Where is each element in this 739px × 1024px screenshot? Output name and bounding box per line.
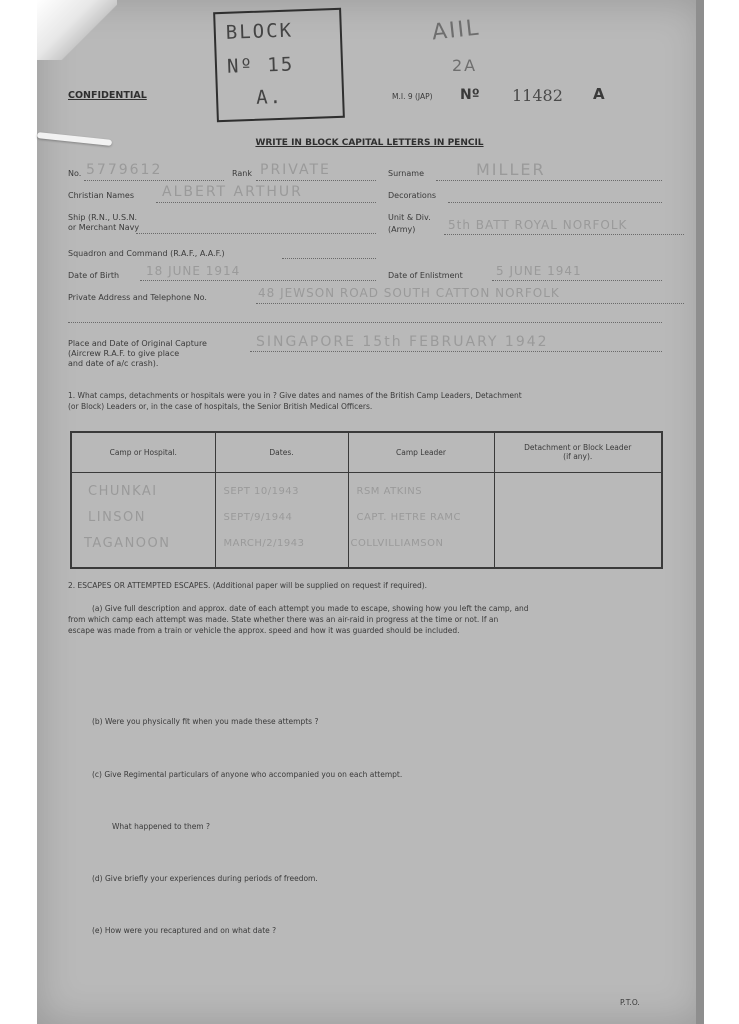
q1-text-1: 1. What camps, detachments or hospitals were you in ? Give dates and names of the British Camp Leaders, Detachment (68, 391, 522, 400)
date-cells (215, 472, 348, 568)
camps-table-header (71, 432, 662, 472)
detachment-cells (494, 472, 662, 568)
unit-label-1: Unit & Div. (388, 213, 431, 222)
enlist-label: Date of Enlistment (388, 271, 463, 280)
instruction-heading: WRITE IN BLOCK CAPITAL LETTERS IN PENCIL (255, 138, 484, 148)
q2-title: 2. ESCAPES OR ATTEMPTED ESCAPES. (Additional paper will be supplied on request if required). (68, 581, 428, 590)
decorations-label: Decorations (388, 191, 437, 200)
q2-a-line-2: from which camp each attempt was made. State whether there was an air-raid in progress at the time or not. If an (68, 615, 499, 624)
q2-c: (c) Give Regimental particulars of anyone who accompanied you on each attempt. (92, 770, 403, 779)
q2-c-sub: What happened to them ? (112, 822, 210, 831)
ship-label-2: or Merchant Navy (68, 223, 140, 232)
capture-label-1: Place and Date of Original Capture (68, 339, 207, 348)
christian-label: Christian Names (68, 191, 134, 200)
stamp-line-1: BLOCK (225, 19, 294, 44)
ship-label-1: Ship (R.N., U.S.N. (68, 213, 138, 222)
unit-value: 5th BATT ROYAL NORFOLK (448, 218, 628, 232)
decorations-rule (448, 202, 662, 203)
capture-label-2: (Aircrew R.A.F. to give place (68, 349, 180, 358)
form-suffix: A (593, 85, 605, 103)
squadron-rule (282, 258, 376, 259)
col-camp-leader: Camp Leader (348, 432, 494, 472)
annotation-sub: 2A (452, 56, 478, 75)
enlist-rule (492, 280, 662, 281)
squadron-label: Squadron and Command (R.A.F., A.A.F.) (68, 249, 225, 258)
address-label: Private Address and Telephone No. (68, 293, 207, 302)
stamp-line-3: A. (255, 85, 284, 109)
capture-label-3: and date of a/c crash). (68, 359, 159, 368)
rank-value: PRIVATE (260, 162, 331, 178)
christian-rule (156, 202, 376, 203)
address-rule (256, 303, 684, 304)
pto-label: P.T.O. (620, 998, 640, 1007)
col-camp: Camp or Hospital. (71, 432, 215, 472)
surname-rule (436, 180, 662, 181)
christian-value: ALBERT ARTHUR (162, 184, 303, 200)
camp-leader: COLLVILLIAMSON (350, 537, 444, 549)
q2-e: (e) How were you recaptured and on what date ? (92, 926, 277, 935)
confidential-label: CONFIDENTIAL (68, 90, 147, 101)
rank-label: Rank (232, 169, 252, 178)
q1-text-2: (or Block) Leaders or, in the case of hospitals, the Senior British Medical Officers. (68, 402, 373, 411)
camp-leader: RSM ATKINS (356, 485, 423, 497)
camp-date: SEPT/9/1944 (223, 511, 293, 523)
annotation-initials: AIIL (430, 15, 482, 46)
camp-date: SEPT 10/1943 (223, 485, 300, 497)
camp-name: LINSON (88, 509, 147, 525)
col-dates: Dates. (215, 432, 348, 472)
enlist-value: 5 JUNE 1941 (496, 264, 582, 278)
col-detachment-leader: Detachment or Block Leader (if any). (494, 432, 662, 472)
leader-cells (348, 472, 494, 568)
camps-table-body (71, 472, 662, 568)
rank-rule (256, 180, 376, 181)
address-rule-2 (68, 322, 662, 323)
no-rule (84, 180, 224, 181)
camps-table (70, 431, 663, 569)
ship-rule (136, 233, 376, 234)
unit-label-2: (Army) (388, 225, 416, 234)
ref-code: M.I. 9 (JAP) (392, 92, 433, 101)
camp-leader: CAPT. HETRE RAMC (356, 511, 462, 523)
camp-name: CHUNKAI (88, 483, 158, 499)
block-stamp (213, 8, 345, 122)
camp-cells (71, 472, 215, 568)
q2-b: (b) Were you physically fit when you made these attempts ? (92, 717, 319, 726)
q2-d: (d) Give briefly your experiences during periods of freedom. (92, 874, 318, 883)
capture-rule (250, 351, 662, 352)
capture-value: SINGAPORE 15th FEBRUARY 1942 (256, 334, 549, 350)
surname-label: Surname (388, 169, 424, 178)
dob-label: Date of Birth (68, 271, 120, 280)
dob-value: 18 JUNE 1914 (146, 264, 241, 278)
no-value: 5779612 (86, 162, 163, 178)
number-label: Nº (460, 87, 480, 103)
unit-rule (444, 234, 684, 235)
address-value: 48 JEWSON ROAD SOUTH CATTON NORFOLK (258, 286, 560, 300)
page-edge (696, 0, 704, 1024)
camp-date: MARCH/2/1943 (223, 537, 305, 549)
q2-a-line-1: (a) Give full description and approx. date of each attempt you made to escape, showing how you left the camp, and (92, 604, 529, 613)
q2-a-line-3: escape was made from a train or vehicle the approx. speed and how it was guarded should be included. (68, 626, 460, 635)
form-number: 11482 (512, 86, 563, 105)
no-label: No. (68, 169, 82, 178)
torn-corner (37, 0, 117, 60)
dob-rule (140, 280, 376, 281)
stamp-line-2: Nº 15 (226, 53, 295, 78)
camp-name: TAGANOON (84, 535, 171, 551)
surname-value: MILLER (476, 160, 546, 179)
